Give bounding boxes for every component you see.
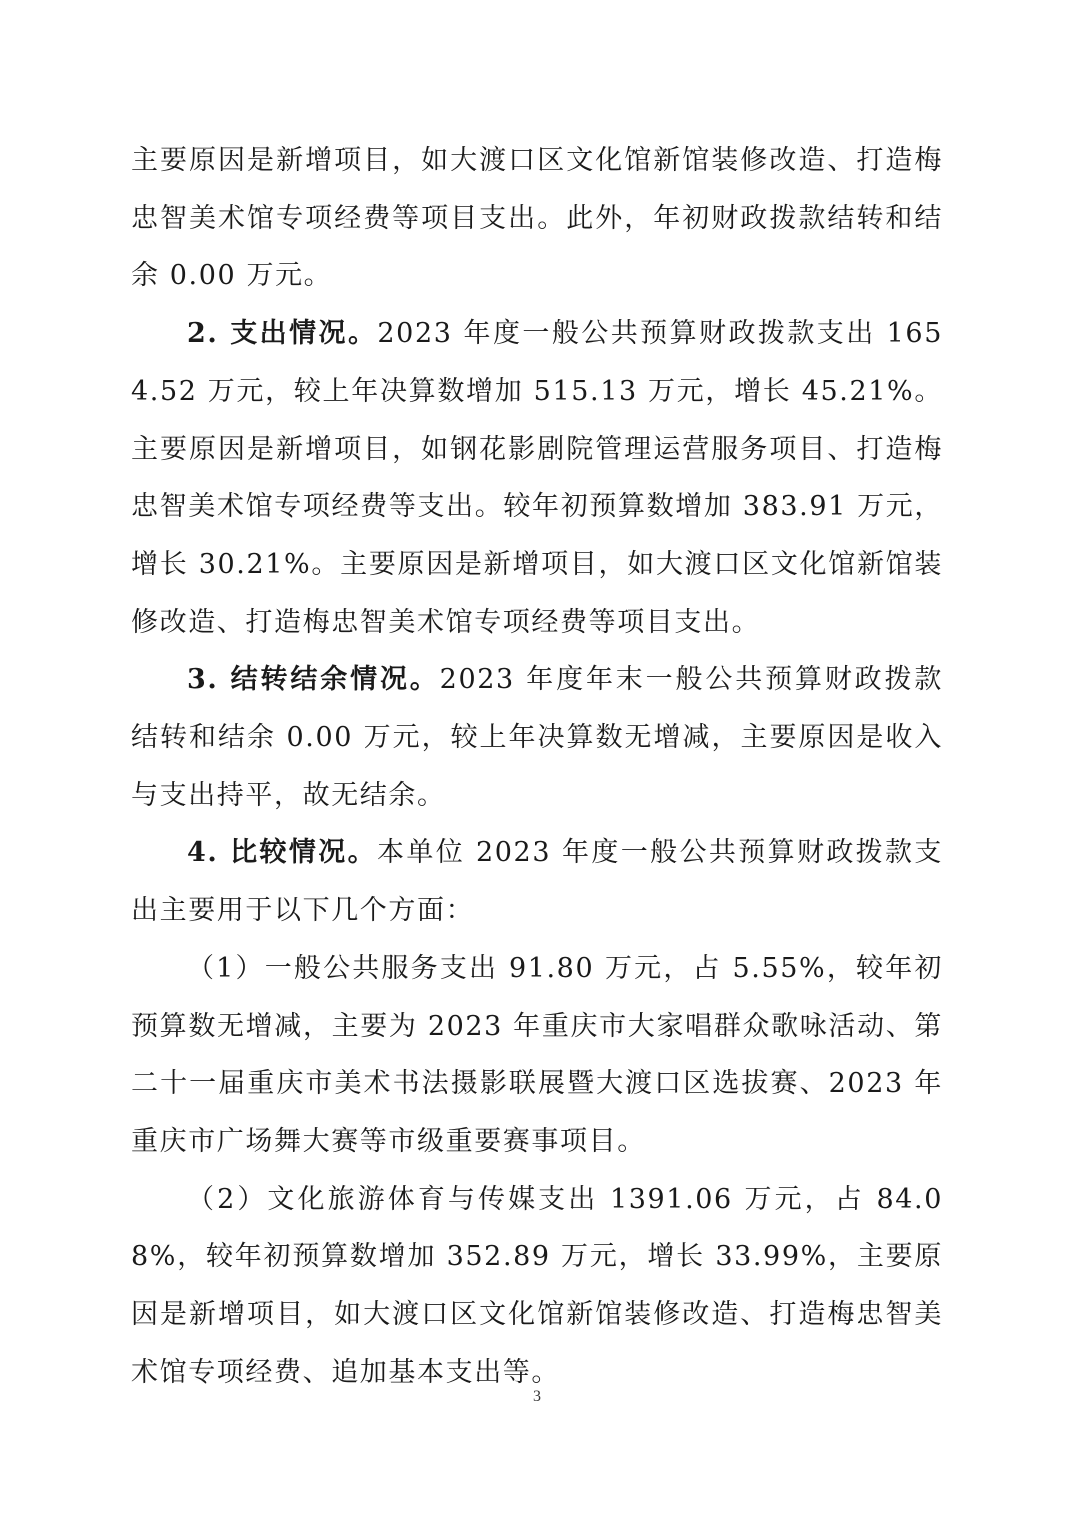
page-number: 3 <box>533 1388 541 1405</box>
list-item-general-public-services <box>131 940 943 1171</box>
paragraph-income-continuation <box>131 132 943 305</box>
section-heading-comparison: 4. 比较情况。 <box>187 837 377 869</box>
paragraph-text: （2）文化旅游体育与传媒支出 1391.06 万元，占 84.08%，较年初预算数增加 352.89 万元，增长 33.99%，主要原因是新增项目，如大渡口区文化馆新馆装修改造、打造梅忠智美术馆专项经费、追加基本支出等。 <box>131 1183 943 1388</box>
paragraph-carryover <box>131 651 943 824</box>
document-body <box>131 132 943 1401</box>
paragraph-comparison <box>131 824 943 939</box>
section-heading-expenditure: 2. 支出情况。 <box>187 318 378 350</box>
paragraph-text: （1）一般公共服务支出 91.80 万元，占 5.55%，较年初预算数无增减，主要为 2023 年重庆市大家唱群众歌咏活动、第二十一届重庆市美术书法摄影联展暨大渡口区选拔赛、2023 年重庆市广场舞大赛等市级重要赛事项目。 <box>131 952 943 1157</box>
paragraph-text: 主要原因是新增项目，如大渡口区文化馆新馆装修改造、打造梅忠智美术馆专项经费等项目支出。此外，年初财政拨款结转和结余 0.00 万元。 <box>131 145 943 292</box>
paragraph-text: 本单位 2023 年度一般公共预算财政拨款支出主要用于以下几个方面： <box>131 837 944 927</box>
paragraph-text: 2023 年度一般公共预算财政拨款支出 1654.52 万元，较上年决算数增加 515.13 万元，增长 45.21%。主要原因是新增项目，如钢花影剧院管理运营服务项目、打造梅忠智美术馆专项经费等支出。较年初预算数增加 383.91 万元，增长 30.21%。主要原因是新增项目，如大渡口区文化馆新馆装修改造、打造梅忠智美术馆专项经费等项目支出。 <box>131 318 943 638</box>
paragraph-expenditure <box>131 305 943 651</box>
paragraph-text: 2023 年度年末一般公共预算财政拨款结转和结余 0.00 万元，较上年决算数无增减，主要原因是收入与支出持平，故无结余。 <box>131 664 943 811</box>
section-heading-carryover: 3. 结转结余情况。 <box>187 664 440 696</box>
list-item-culture-tourism-sports-media <box>131 1171 943 1402</box>
